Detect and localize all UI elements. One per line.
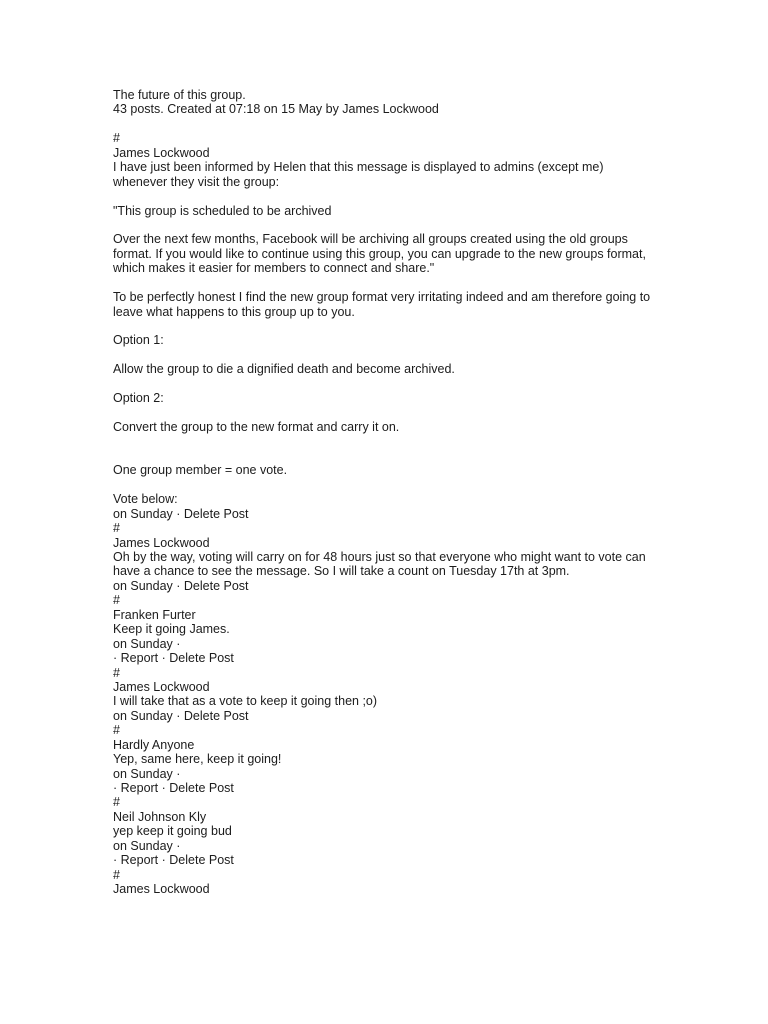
post-body-line: have a chance to see the message. So I will take a count on Tuesday 17th at 3pm.: [113, 564, 570, 579]
separator: ·: [158, 781, 170, 795]
delete-post-link[interactable]: Delete Post: [169, 853, 234, 868]
post: [113, 795, 653, 867]
separator: ·: [158, 651, 170, 666]
post-body-line: One group member = one vote.: [113, 463, 288, 478]
separator: ·: [172, 766, 181, 781]
post-author[interactable]: James Lockwood: [113, 679, 210, 694]
post-body-line: Keep it going James.: [113, 622, 230, 637]
report-link[interactable]: Report: [120, 853, 159, 868]
separator: ·: [172, 838, 181, 853]
spacer: [113, 449, 653, 463]
post-permalink[interactable]: #: [113, 665, 120, 680]
post-permalink[interactable]: #: [113, 867, 120, 882]
post-list: [113, 131, 653, 896]
delete-post-link[interactable]: Delete Post: [183, 506, 249, 521]
post-actions: [113, 781, 653, 795]
post-body-line: Allow the group to die a dignified death and become archived.: [113, 362, 455, 377]
separator: ·: [172, 578, 184, 593]
post-body-line: whenever they visit the group:: [113, 174, 280, 189]
post-body-line: which makes it easier for members to connect and share.": [113, 261, 435, 276]
delete-post-link[interactable]: Delete Post: [183, 578, 249, 593]
post-body-line: format. If you would like to continue using this group, you can upgrade to the new groups format,: [113, 246, 646, 261]
post-body-line: Yep, same here, keep it going!: [113, 752, 282, 767]
thread-meta: 43 posts. Created at 07:18 on 15 May by James Lockwood: [113, 102, 439, 117]
post: [113, 131, 653, 521]
spacer: [113, 117, 653, 131]
spacer: [113, 319, 653, 333]
spacer: [113, 478, 653, 492]
post-footer: [113, 507, 653, 521]
separator: ·: [113, 781, 121, 795]
post-author[interactable]: Hardly Anyone: [113, 737, 195, 752]
post-date: on Sunday: [113, 636, 173, 651]
post-date: on Sunday: [113, 708, 173, 723]
report-link[interactable]: Report: [120, 781, 159, 795]
post-author[interactable]: Neil Johnson Kly: [113, 809, 207, 824]
separator: ·: [113, 853, 121, 868]
post-footer: [113, 767, 653, 781]
post-actions: [113, 651, 653, 665]
thread-title: The future of this group.: [113, 88, 246, 102]
post-body-line: Option 2:: [113, 391, 164, 406]
post: [113, 521, 653, 593]
post-date: on Sunday: [113, 578, 173, 593]
post: [113, 723, 653, 795]
post-permalink[interactable]: #: [113, 593, 120, 608]
separator: ·: [158, 853, 170, 868]
post-body-line: Oh by the way, voting will carry on for 48 hours just so that everyone who might want to vote can: [113, 550, 646, 564]
post-footer: [113, 579, 653, 593]
post-body-line: Over the next few months, Facebook will be archiving all groups created using the old groups: [113, 232, 628, 247]
post-body-line: I will take that as a vote to keep it going then ;o): [113, 694, 378, 709]
post-body-line: leave what happens to this group up to you.: [113, 304, 355, 319]
post-body-line: "This group is scheduled to be archived: [113, 203, 332, 218]
post-permalink[interactable]: #: [113, 521, 120, 536]
post-permalink[interactable]: #: [113, 795, 120, 810]
separator: ·: [113, 651, 121, 666]
post: [113, 666, 653, 724]
post-body-line: Option 1:: [113, 333, 164, 348]
spacer: [113, 348, 653, 362]
post: [113, 593, 653, 665]
post-permalink[interactable]: #: [113, 131, 120, 146]
post-body-line: I have just been informed by Helen that this message is displayed to admins (except me): [113, 160, 604, 175]
post-author[interactable]: James Lockwood: [113, 535, 210, 550]
post-author[interactable]: James Lockwood: [113, 882, 210, 897]
spacer: [113, 276, 653, 290]
spacer: [113, 406, 653, 420]
separator: ·: [172, 506, 184, 521]
delete-post-link[interactable]: Delete Post: [169, 651, 234, 666]
spacer: [113, 435, 653, 449]
post-date: on Sunday: [113, 766, 173, 781]
spacer: [113, 189, 653, 203]
post-footer: [113, 839, 653, 853]
post-body-line: Vote below:: [113, 492, 178, 507]
post-body-line: To be perfectly honest I find the new group format very irritating indeed and am therefore going to: [113, 290, 651, 305]
post-body-line: yep keep it going bud: [113, 824, 232, 839]
delete-post-link[interactable]: Delete Post: [169, 781, 234, 795]
forum-thread-document: [113, 88, 653, 897]
separator: ·: [172, 636, 181, 651]
post-permalink[interactable]: #: [113, 723, 120, 738]
spacer: [113, 218, 653, 232]
post-footer: [113, 709, 653, 723]
post: [113, 868, 653, 897]
post-footer: [113, 637, 653, 651]
report-link[interactable]: Report: [120, 651, 159, 666]
post-actions: [113, 853, 653, 867]
spacer: [113, 377, 653, 391]
separator: ·: [172, 708, 184, 723]
post-body-line: Convert the group to the new format and carry it on.: [113, 420, 400, 435]
post-author[interactable]: Franken Furter: [113, 607, 196, 622]
post-author[interactable]: James Lockwood: [113, 145, 210, 160]
post-date: on Sunday: [113, 838, 173, 853]
delete-post-link[interactable]: Delete Post: [183, 708, 249, 723]
post-date: on Sunday: [113, 506, 173, 521]
